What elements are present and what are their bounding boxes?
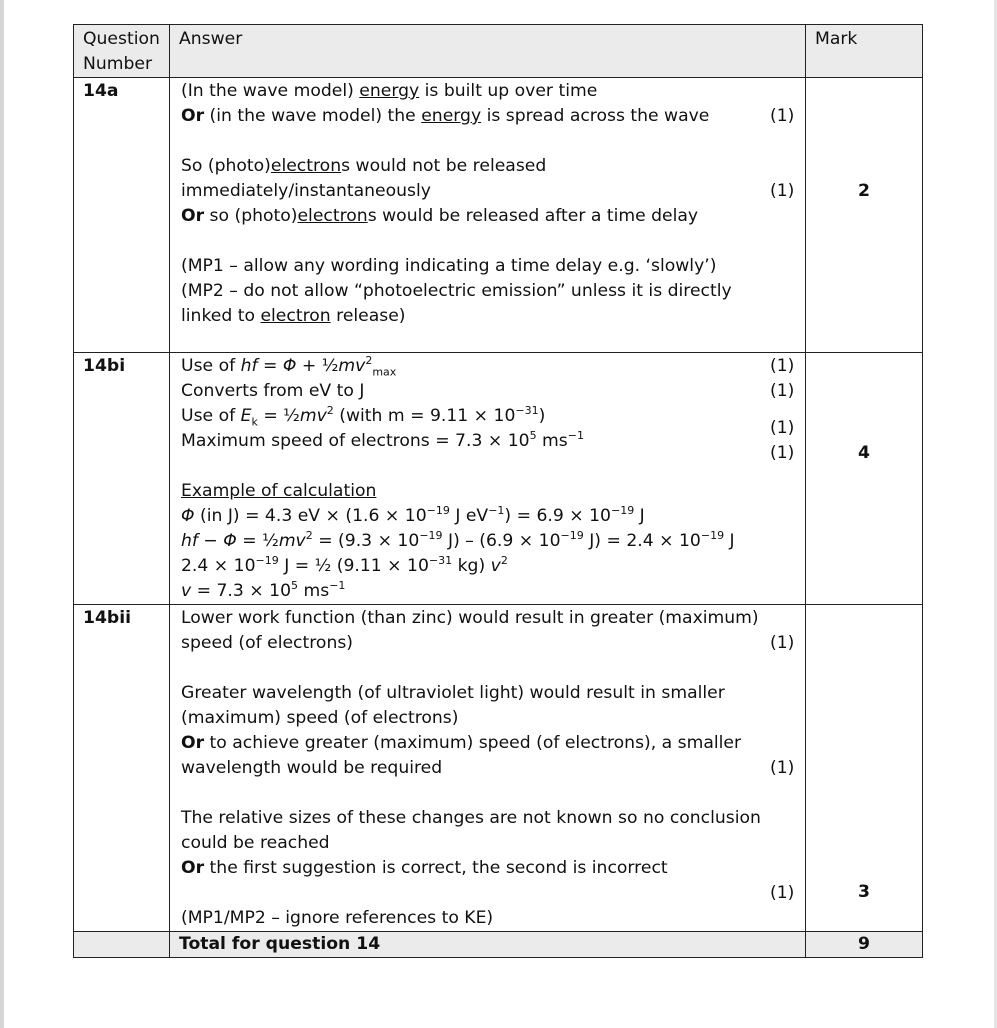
- answer-line: wavelength would be required (1): [181, 756, 805, 781]
- mark-cell: [806, 353, 923, 605]
- point-mark: (1): [770, 758, 795, 778]
- answer-line: (In the wave model) energy is built up over time: [181, 81, 598, 101]
- total-row: [74, 932, 923, 958]
- answer-line: immediately/instantaneously (1): [181, 179, 805, 204]
- answer-cell: [170, 78, 806, 353]
- answer-line: Maximum speed of electrons = $7.3 \times 10^5$ $ms^{-1}$ (1): [181, 429, 805, 454]
- answer-cell: [170, 605, 806, 932]
- answer-line: (maximum) speed (of electrons): [181, 708, 459, 728]
- answer-line: Or the first suggestion is correct, the second is incorrect: [181, 858, 668, 878]
- total-mark: 9: [806, 932, 923, 958]
- answer-line: So (photo)electrons would not be released: [181, 156, 547, 176]
- calculation-line: Φ (in J) = 4.3 eV × ($1.6 \times 10^{-19}$ J $eV^{-1}) = 6.9 \times 10^{-19}$ J: [181, 504, 645, 526]
- total-mark: 3: [858, 882, 870, 902]
- answer-line: Use of hf = $\Phi + \frac{1}{2}mv^2_{max}$ (1): [181, 354, 795, 379]
- point-mark: (1): [770, 181, 795, 201]
- header-mark: Mark: [806, 25, 923, 78]
- point-mark: (1): [770, 418, 795, 438]
- calculation-line: hf − $\Phi = \frac{1}{2}mv^2 = (9.3 \times 10^{-19}$ $J) - (6.9 \times 10^{-19}$ $J) = 2.4 \times 10^{-19}$ J: [181, 529, 735, 551]
- mark-scheme-table: [73, 24, 923, 958]
- point-mark: (1): [770, 633, 795, 653]
- page-left-edge: [0, 0, 4, 1028]
- question-number: 14bi: [74, 353, 170, 605]
- example-heading: Example of calculation: [181, 481, 377, 501]
- answer-line: Use of $E_k$ = $\frac{1}{2}mv^2$ (with $m = 9.11 \times 10^{-31}$) (1): [181, 404, 805, 429]
- answer-line: Or to achieve greater (maximum) speed (of electrons), a smaller: [181, 733, 742, 753]
- question-row-14bii: [74, 605, 923, 932]
- point-mark: (1): [770, 381, 795, 401]
- answer-line: (MP1 – allow any wording indicating a time delay e.g. ‘slowly’): [181, 256, 717, 276]
- header-answer: Answer: [170, 25, 806, 78]
- answer-line: Or so (photo)electrons would be released after a time delay: [181, 206, 699, 226]
- answer-line: (MP2 – do not allow “photoelectric emission” unless it is directly: [181, 281, 732, 301]
- total-blank-cell: [74, 932, 170, 958]
- header-row: [74, 25, 923, 78]
- answer-line: Converts from eV to J (1): [181, 379, 805, 404]
- answer-line: (MP1/MP2 – ignore references to KE): [181, 908, 494, 928]
- point-mark: (1): [770, 356, 795, 376]
- mark-cell: [806, 78, 923, 353]
- answer-line: linked to electron release): [181, 306, 406, 326]
- mark-cell: [806, 605, 923, 932]
- point-mark: (1): [770, 883, 795, 903]
- answer-line: speed (of electrons) (1): [181, 631, 805, 656]
- answer-line: The relative sizes of these changes are not known so no conclusion: [181, 808, 761, 828]
- question-number: 14a: [74, 78, 170, 353]
- answer-cell: [170, 353, 806, 605]
- answer-line: Greater wavelength (of ultraviolet light) would result in smaller: [181, 683, 725, 703]
- answer-line: Or (in the wave model) the energy is spread across the wave (1): [181, 104, 805, 129]
- question-row-14bi: [74, 353, 923, 605]
- header-question-number: Question Number: [74, 25, 170, 78]
- answer-line: Lower work function (than zinc) would result in greater (maximum): [181, 608, 759, 628]
- point-mark: (1): [770, 443, 795, 463]
- question-row-14a: [74, 78, 923, 353]
- calculation-line: $2.4 \times 10^{-19}$ J = ½ ($9.11 \times 10^{-31}$ kg) $v^2$: [181, 554, 508, 576]
- total-label: Total for question 14: [170, 932, 806, 958]
- question-number: 14bii: [74, 605, 170, 932]
- calculation-line: $v = 7.3 \times 10^5$ $ms^{-1}$: [181, 579, 346, 601]
- total-mark: 2: [858, 181, 870, 201]
- answer-line: could be reached: [181, 833, 330, 853]
- total-mark: 4: [858, 443, 870, 463]
- point-mark: (1): [770, 106, 795, 126]
- answer-line: [181, 881, 805, 906]
